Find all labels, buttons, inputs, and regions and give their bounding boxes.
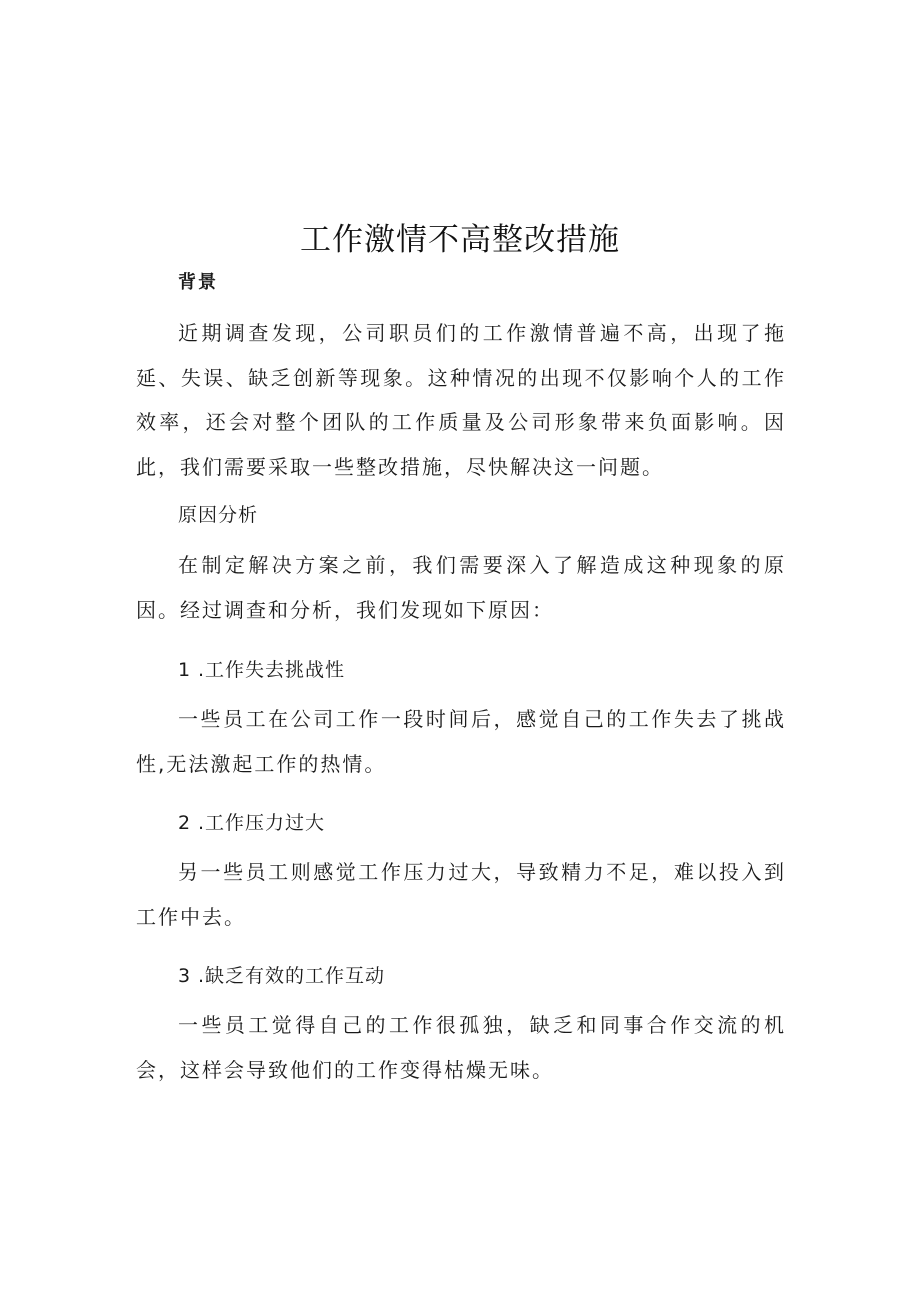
page-title: 工作激情不高整改措施	[300, 222, 620, 258]
reason-2-heading	[178, 808, 325, 835]
reason-3-heading	[178, 961, 385, 988]
reason-3-number: 3	[178, 965, 192, 987]
analysis-heading: 原因分析	[178, 504, 259, 526]
reason-2-number: 2	[178, 812, 192, 834]
analysis-intro-paragraph: 在制定解决方案之前，我们需要深入了解造成这种现象的原因。经过调查和分析，我们发现如下原因：	[136, 553, 786, 622]
reason-1-paragraph: 一些员工在公司工作一段时间后，感觉自己的工作失去了挑战性,无法激起工作的热情。	[136, 707, 786, 776]
background-heading: 背景	[178, 272, 218, 293]
reason-3-paragraph: 一些员工觉得自己的工作很孤独，缺乏和同事合作交流的机会，这样会导致他们的工作变得枯燥无味。	[136, 1013, 786, 1082]
reason-1-title: .工作失去挑战性	[198, 659, 346, 681]
reason-1-number: 1	[178, 659, 192, 681]
reason-1-heading	[178, 655, 345, 682]
reason-3-title: .缺乏有效的工作互动	[198, 965, 386, 987]
background-paragraph: 近期调查发现，公司职员们的工作激情普遍不高，出现了拖延、失误、缺乏创新等现象。这种情况的出现不仅影响个人的工作效率，还会对整个团队的工作质量及公司形象带来负面影响。因此，我们需要采取一些整改措施，尽快解决这一问题。	[136, 321, 786, 479]
reason-2-paragraph: 另一些员工则感觉工作压力过大，导致精力不足，难以投入到工作中去。	[136, 860, 786, 929]
reason-2-title: .工作压力过大	[198, 812, 326, 834]
